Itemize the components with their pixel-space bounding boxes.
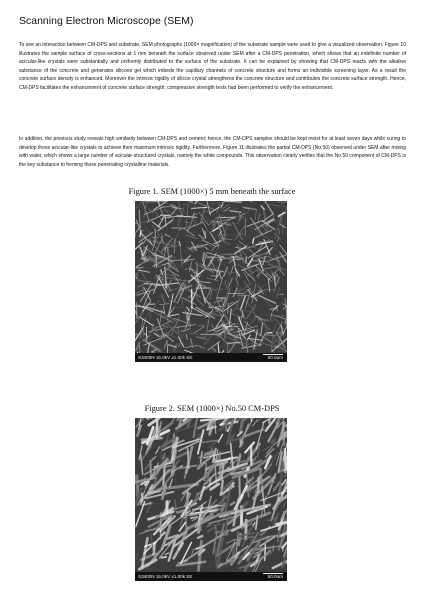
figure-2-sem-image [135,418,287,581]
document-title: Scanning Electron Microscope (SEM) [19,15,194,27]
sem-texture-1 [135,201,287,353]
figure-1-caption: Figure 1. SEM (1000×) 5 mm beneath the surface [128,187,296,196]
paragraph-2: In addition, the previous study reveals high similarity between CM-DPS and cement; hence, the CM-DPS samples should be kept moist for at least seven days while curing to develop those acicular-like crystals to achieve their maximum intrinsic rigidity. Furthermore, Figure 11 illustrates the partial CM-DPS (No.50) observed under SEM after mixing with water, which shows a large number of acicular-structured crystals, namely the white compounds. This observation clearly verifies that the No.50 component of CM-DPS is the key substance to forming those penetrating crystalline materials. [19,136,406,168]
sem-info-right: 50.0um [267,355,283,360]
figure-1-sem-image [135,201,287,362]
paragraph-1: To see an interaction between CM-DPS and substrate, SEM photographs (1000× magnification) of the substrate sample were used to give a visualized observation. Figure 10 illustrates the sample surface of cross-sections at 1 mm beneath the surface observed under SEM after a CM-DPS penetration, which shows that an indefinite number of acicular-like crystals were substantially and uniformly distributed to the surface of the substrate. It can be explained by showing that CM-DPS reacts with the alkaline substance of the concrete and generates silicone gel which imbeds the capillary channels of concrete structure and forms an indivisible screening layer. As a result the concrete surface density is enhanced. Moreover the intrinsic rigidity of silicon crystal strengthens the concrete structure and contributes the concrete surface strength. Hence, CM-DPS facilitates the enhancement of concrete surface strength; compressive strength tests had been performed to verify the enhancement. [19,42,406,91]
sem-info-bar [135,572,287,581]
figure-2-caption: Figure 2. SEM (1000×) No.50 CM-DPS [144,404,280,413]
sem-texture-2 [135,418,287,572]
sem-info-left: S3400N 15.0kV x1.00k SE [138,574,193,579]
sem-info-left: S3400N 15.0kV x1.00k SE [138,355,193,360]
sem-info-bar [135,353,287,362]
sem-info-right: 50.0um [267,574,283,579]
